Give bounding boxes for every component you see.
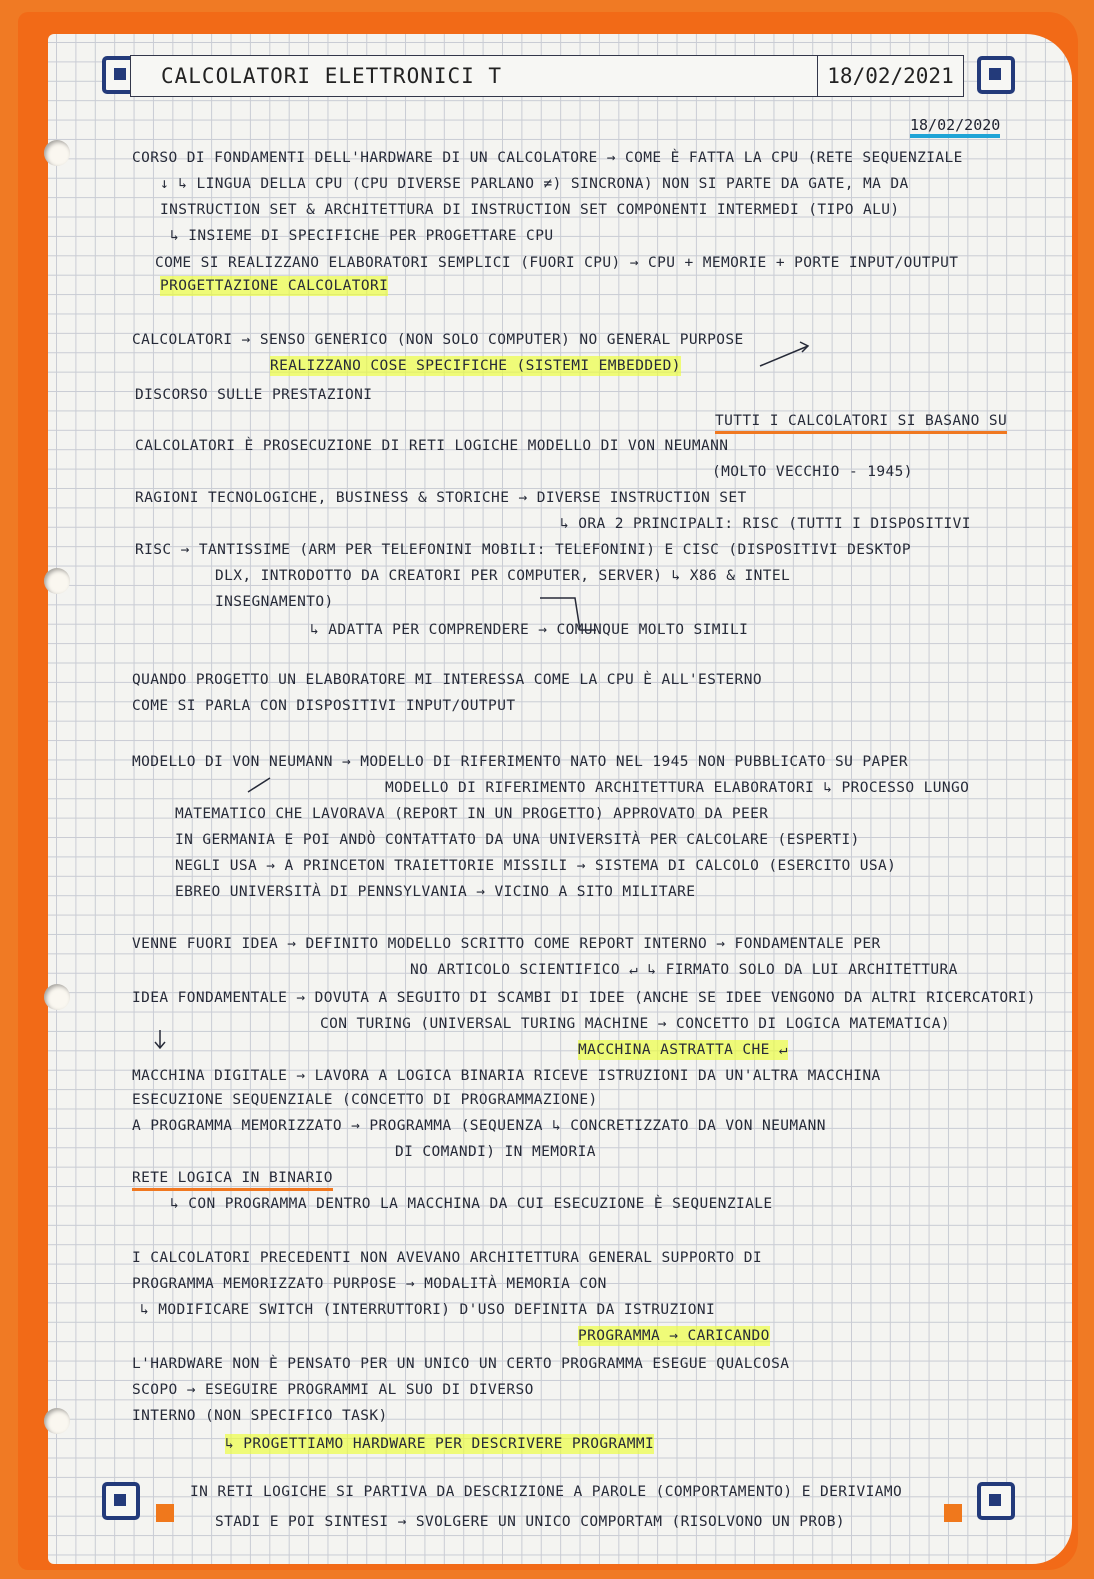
note-line: MODELLO DI RIFERIMENTO ARCHITETTURA ELABORATORI ↳ PROCESSO LUNGO [385, 780, 970, 796]
note-line: INSTRUCTION SET & ARCHITETTURA DI INSTRUCTION SET COMPONENTI INTERMEDI (TIPO ALU) [160, 202, 900, 218]
note-line: IN GERMANIA E POI ANDÒ CONTATTATO DA UNA UNIVERSITÀ PER CALCOLARE (ESPERTI) [175, 832, 860, 848]
note-line: IN RETI LOGICHE SI PARTIVA DA DESCRIZIONE A PAROLE (COMPORTAMENTO) E DERIVIAMO [190, 1484, 903, 1500]
note-line: NEGLI USA → A PRINCETON TRAIETTORIE MISSILI → SISTEMA DI CALCOLO (ESERCITO USA) [175, 858, 897, 874]
note-line: IDEA FONDAMENTALE → DOVUTA A SEGUITO DI SCAMBI DI IDEE (ANCHE SE IDEE VENGONO DA ALTRI RICERCATORI) [132, 990, 1036, 1006]
note-line: ↓ ↳ LINGUA DELLA CPU (CPU DIVERSE PARLANO ≠) SINCRONA) NON SI PARTE DA GATE, MA DA [160, 176, 909, 192]
note-line: REALIZZANO COSE SPECIFICHE (SISTEMI EMBEDDED) [270, 358, 681, 374]
note-line: DI COMANDI) IN MEMORIA [395, 1144, 596, 1160]
note-line: MACCHINA ASTRATTA CHE ↵ [578, 1042, 788, 1058]
note-line: ↳ PROGETTIAMO HARDWARE PER DESCRIVERE PROGRAMMI [225, 1436, 655, 1452]
note-line: CALCOLATORI → SENSO GENERICO (NON SOLO COMPUTER) NO GENERAL PURPOSE [132, 332, 744, 348]
note-line: (MOLTO VECCHIO - 1945) [712, 464, 913, 480]
page-title: CALCOLATORI ELETTRONICI T [161, 64, 503, 88]
note-line: CON TURING (UNIVERSAL TURING MACHINE → CONCETTO DI LOGICA MATEMATICA) [320, 1016, 950, 1032]
note-line: DLX, INTRODOTTO DA CREATORI PER COMPUTER, SERVER) ↳ X86 & INTEL [215, 568, 791, 584]
header-date: 18/02/2021 [827, 64, 954, 88]
corner-date: 18/02/2020 [910, 116, 1000, 138]
note-line: L'HARDWARE NON È PENSATO PER UN UNICO UN CERTO PROGRAMMA ESEGUE QUALCOSA [132, 1356, 790, 1372]
note-line: COME SI REALIZZANO ELABORATORI SEMPLICI (FUORI CPU) → CPU + MEMORIE + PORTE INPUT/OUTPUT [155, 255, 959, 271]
note-line: SCOPO → ESEGUIRE PROGRAMMI AL SUO DI DIVERSO [132, 1382, 534, 1398]
note-line: RAGIONI TECNOLOGICHE, BUSINESS & STORICHE → DIVERSE INSTRUCTION SET [135, 490, 747, 506]
note-line: ↳ MODIFICARE SWITCH (INTERRUTTORI) D'USO DEFINITA DA ISTRUZIONI [140, 1302, 716, 1318]
note-line: MATEMATICO CHE LAVORAVA (REPORT IN UN PROGETTO) APPROVATO DA PEER [175, 806, 769, 822]
note-line: COME SI PARLA CON DISPOSITIVI INPUT/OUTPUT [132, 698, 516, 714]
note-line: RISC → TANTISSIME (ARM PER TELEFONINI MOBILI: TELEFONINI) E CISC (DISPOSITIVI DESKTOP [135, 542, 912, 558]
note-line: TUTTI I CALCOLATORI SI BASANO SU [715, 411, 1007, 434]
note-line: INSEGNAMENTO) [215, 594, 334, 610]
note-line: EBREO UNIVERSITÀ DI PENNSYLVANIA → VICINO A SITO MILITARE [175, 884, 696, 900]
note-line: ↳ CON PROGRAMMA DENTRO LA MACCHINA DA CUI ESECUZIONE È SEQUENZIALE [170, 1196, 773, 1212]
note-line: PROGETTAZIONE CALCOLATORI [160, 278, 389, 294]
note-line: QUANDO PROGETTO UN ELABORATORE MI INTERESSA COME LA CPU È ALL'ESTERNO [132, 672, 762, 688]
note-line: PROGRAMMA MEMORIZZATO PURPOSE → MODALITÀ MEMORIA CON [132, 1276, 607, 1292]
note-line: PROGRAMMA → CARICANDO [578, 1328, 770, 1344]
note-line: ↳ ORA 2 PRINCIPALI: RISC (TUTTI I DISPOSITIVI [560, 516, 971, 532]
note-line: CORSO DI FONDAMENTI DELL'HARDWARE DI UN CALCOLATORE → COME È FATTA LA CPU (RETE SEQUENZIALE [132, 150, 963, 166]
note-line: MODELLO DI VON NEUMANN → MODELLO DI RIFERIMENTO NATO NEL 1945 NON PUBBLICATO SU PAPER [132, 754, 909, 770]
note-line: STADI E POI SINTESI → SVOLGERE UN UNICO COMPORTAM (RISOLVONO UN PROB) [215, 1514, 845, 1530]
note-line: NO ARTICOLO SCIENTIFICO ↵ ↳ FIRMATO SOLO DA LUI ARCHITETTURA [410, 962, 958, 978]
note-line: DISCORSO SULLE PRESTAZIONI [135, 387, 373, 403]
note-line: ↳ ADATTA PER COMPRENDERE → COMUNQUE MOLTO SIMILI [310, 622, 749, 638]
note-line: MACCHINA DIGITALE → LAVORA A LOGICA BINARIA RICEVE ISTRUZIONI DA UN'ALTRA MACCHINA [132, 1068, 881, 1084]
note-line: ESECUZIONE SEQUENZIALE (CONCETTO DI PROGRAMMAZIONE) [132, 1092, 598, 1108]
note-line: RETE LOGICA IN BINARIO [132, 1168, 333, 1191]
note-line: A PROGRAMMA MEMORIZZATO → PROGRAMMA (SEQUENZA ↳ CONCRETIZZATO DA VON NEUMANN [132, 1118, 826, 1134]
note-line: INTERNO (NON SPECIFICO TASK) [132, 1408, 388, 1424]
note-line: VENNE FUORI IDEA → DEFINITO MODELLO SCRITTO COME REPORT INTERNO → FONDAMENTALE PER [132, 936, 881, 952]
note-line: I CALCOLATORI PRECEDENTI NON AVEVANO ARCHITETTURA GENERAL SUPPORTO DI [132, 1250, 762, 1266]
note-line: CALCOLATORI È PROSECUZIONE DI RETI LOGICHE MODELLO DI VON NEUMANN [135, 438, 729, 454]
note-line: ↳ INSIEME DI SPECIFICHE PER PROGETTARE CPU [170, 228, 554, 244]
